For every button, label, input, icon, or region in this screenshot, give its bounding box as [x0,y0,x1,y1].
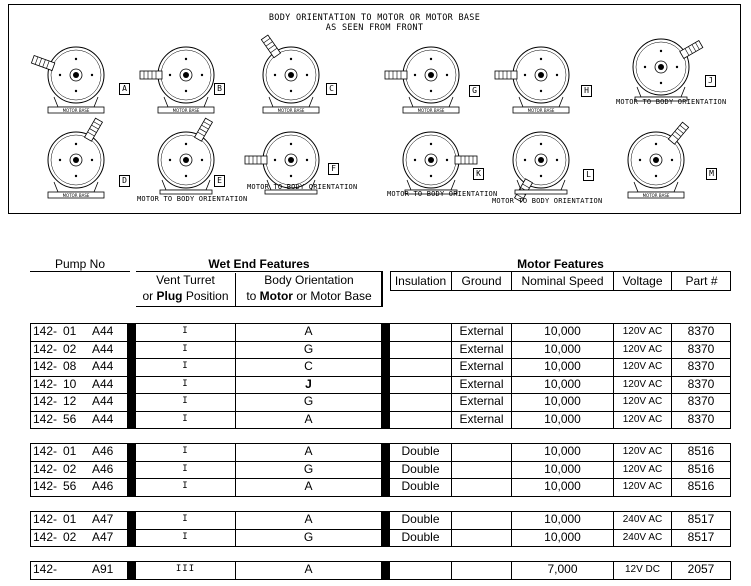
pump-drawing [249,35,349,125]
column-bar [381,561,390,579]
body-orientation: A [304,444,313,458]
ground: External [459,324,504,338]
header-wet-end: Wet End Features [208,257,310,271]
orientation-letter: L [583,169,594,181]
header-nominal-speed: Nominal Speed [521,274,604,288]
pump-orientation-k [387,120,498,230]
motor-base-label: MOTOR BASE [62,108,90,113]
header-underline [30,271,130,272]
nominal-speed: 10,000 [544,324,581,338]
vent-turret-position: III [175,564,196,574]
column-divider [730,443,731,496]
pump-number: 08 [63,359,77,373]
nominal-speed: 10,000 [544,411,581,426]
voltage: 120V AC [622,396,663,407]
pump-suffix: A44 [92,394,114,408]
vent-turret-position: I [182,531,189,542]
header-vent-turret-line2: or Plug Position [142,289,229,303]
diagram-title: BODY ORIENTATION TO MOTOR OR MOTOR BASE AS SEEN FROM FRONT [268,13,481,33]
nominal-speed: 10,000 [544,394,581,408]
vent-turret-position: I [182,396,189,406]
header-divider [511,271,512,291]
pump-prefix: 142- [33,562,58,576]
header-underline [390,271,731,272]
motor-base-label: MOTOR BASE [172,108,200,113]
nominal-speed: 10,000 [544,461,581,476]
voltage: 120V AC [622,326,663,337]
ground: External [459,411,504,426]
body-orientation: G [303,461,314,476]
header-underline [136,271,382,272]
body-orientation: A [304,324,313,338]
header-motor-features: Motor Features [517,257,604,271]
vent-turret-position: I [182,463,189,474]
part-number: 8517 [687,512,715,526]
insulation [390,411,451,428]
header-divider [613,271,614,291]
pump-prefix: 142- [33,411,58,426]
vent-turret-position: I [182,378,189,389]
insulation [390,341,451,358]
column-bar [127,443,136,496]
pump-number: 56 [63,479,77,493]
body-orientation: J [305,376,312,391]
pump-prefix: 142- [33,324,58,338]
pump-orientation-e [137,120,248,230]
voltage: 120V AC [622,343,663,355]
part-number: 8370 [687,376,715,391]
vent-turret-position: I [182,361,189,371]
nominal-speed: 7,000 [547,562,578,576]
ground [452,529,511,546]
voltage: 120V AC [622,463,663,475]
group-border [30,496,731,497]
insulation: Double [401,461,440,476]
motor-base-label: MOTOR BASE [417,108,445,113]
orientation-letter: J [705,75,716,87]
voltage: 120V AC [622,378,663,390]
pump-suffix: A46 [92,479,114,493]
pump-prefix: 142- [33,444,58,458]
orientation-diagram-panel [8,4,741,214]
orientation-letter: G [469,85,480,97]
ground: External [459,359,504,373]
pump-suffix: A46 [92,444,114,458]
pump-suffix: A47 [92,512,114,526]
pump-prefix: 142- [33,461,58,476]
pump-number: 12 [63,394,77,408]
pump-prefix: 142- [33,341,58,356]
header-divider [451,271,452,291]
pump-orientation-m [614,120,714,230]
insulation: Double [401,444,440,458]
pump-suffix: A46 [92,461,114,476]
motor-base-label: MOTOR BASE [642,193,670,198]
pump-drawing [34,120,134,210]
vent-turret-position: I [182,446,189,456]
orientation-letter: B [214,83,225,95]
motor-base-label: MOTOR BASE [277,108,305,113]
pump-suffix: A44 [92,376,114,391]
body-orientation: G [303,394,314,408]
ground [452,561,511,578]
voltage: 120V AC [622,481,663,492]
part-number: 8516 [687,479,715,493]
pump-prefix: 142- [33,394,58,408]
pump-number: 01 [63,444,77,458]
voltage: 120V AC [622,361,663,372]
voltage: 12V DC [624,564,660,575]
pump-drawing [144,35,244,125]
orientation-letter: H [581,85,592,97]
nominal-speed: 10,000 [544,341,581,356]
header-pump-no: Pump No [54,257,106,271]
insulation: Double [401,529,440,544]
orientation-letter: D [119,175,130,187]
voltage: 240V AC [622,531,663,543]
pump-orientation-f [247,120,358,230]
insulation [390,376,451,393]
vent-turret-position: I [182,514,189,524]
orientation-caption: MOTOR TO BODY ORIENTATION [387,190,498,198]
orientation-letter: F [328,163,339,175]
part-number: 8370 [687,324,715,338]
orientation-caption: MOTOR TO BODY ORIENTATION [247,183,358,191]
insulation: Double [401,479,440,493]
orientation-letter: E [214,175,225,187]
header-vent-turret: Vent Turret [156,273,215,287]
part-number: 8370 [687,411,715,426]
pump-number: 02 [63,341,77,356]
orientation-letter: K [473,168,484,180]
pump-number: 02 [63,461,77,476]
pump-suffix: A44 [92,341,114,356]
vent-turret-position: I [182,343,189,354]
ground: External [459,394,504,408]
ground: External [459,341,504,356]
pump-drawing [614,120,714,210]
pump-drawing [34,35,134,125]
vent-turret-position: I [182,326,189,336]
body-orientation: A [304,562,313,576]
ground [452,478,511,495]
nominal-speed: 10,000 [544,444,581,458]
header-ground: Ground [461,274,502,288]
body-orientation: C [304,359,313,373]
insulation [390,393,451,410]
orientation-letter: C [326,83,337,95]
vent-turret-position: I [182,413,189,424]
column-divider [30,443,31,496]
pump-orientation-d [34,120,134,230]
header-underline [390,290,731,291]
body-orientation: G [303,529,314,544]
insulation [390,561,451,578]
orientation-caption: MOTOR TO BODY ORIENTATION [137,195,248,203]
orientation-letter: A [119,83,130,95]
pump-number: 01 [63,324,77,338]
part-number: 8370 [687,394,715,408]
pump-number [63,561,83,578]
part-number: 2057 [687,562,715,576]
part-number: 8370 [687,359,715,373]
pump-prefix: 142- [33,359,58,373]
nominal-speed: 10,000 [544,376,581,391]
pump-suffix: A44 [92,359,114,373]
pump-prefix: 142- [33,376,58,391]
body-orientation: A [304,411,313,426]
insulation [390,323,451,340]
orientation-caption: MOTOR TO BODY ORIENTATION [616,98,727,106]
nominal-speed: 10,000 [544,529,581,544]
part-number: 8370 [687,341,715,356]
group-border [30,546,731,547]
ground [452,511,511,528]
nominal-speed: 10,000 [544,479,581,493]
nominal-speed: 10,000 [544,512,581,526]
column-bar [127,561,136,579]
body-orientation: G [303,341,314,356]
header-insulation: Insulation [394,274,447,288]
ground [452,443,511,460]
column-bar [381,443,390,496]
header-body-orientation: Body Orientation [264,273,354,287]
pump-prefix: 142- [33,479,58,493]
ground [452,461,511,478]
pump-prefix: 142- [33,529,58,544]
pump-number: 02 [63,529,77,544]
pump-number: 10 [63,376,77,391]
insulation [390,358,451,375]
pump-drawing [499,35,599,125]
group-border [30,428,731,429]
pump-suffix: A47 [92,529,114,544]
pump-orientation-l [492,120,603,230]
header-divider [381,271,383,307]
pump-suffix: A44 [92,411,114,426]
pump-suffix: A44 [92,324,114,338]
voltage: 120V AC [622,413,663,425]
pump-number: 56 [63,411,77,426]
part-number: 8517 [687,529,715,544]
orientation-caption: MOTOR TO BODY ORIENTATION [492,197,603,205]
header-body-orientation-line2: to Motor or Motor Base [246,289,372,303]
body-orientation: A [304,479,313,493]
pump-drawing [389,35,489,125]
header-divider [671,271,672,291]
header-divider [730,271,731,291]
header-voltage: Voltage [622,274,663,288]
column-divider [30,561,31,579]
orientation-letter: M [706,168,717,180]
motor-base-label: MOTOR BASE [62,193,90,198]
voltage: 120V AC [622,446,663,457]
body-orientation: A [304,512,313,526]
part-number: 8516 [687,461,715,476]
nominal-speed: 10,000 [544,359,581,373]
vent-turret-position: I [182,481,189,491]
part-number: 8516 [687,444,715,458]
pump-suffix: A91 [92,562,114,576]
header-underline [136,306,382,307]
motor-base-label: MOTOR BASE [527,108,555,113]
header-part: Part # [685,274,718,288]
voltage: 240V AC [622,514,663,525]
group-border [30,579,731,580]
column-divider [730,561,731,579]
header-divider [390,271,391,291]
insulation: Double [401,512,440,526]
pump-number: 01 [63,512,77,526]
ground: External [459,376,504,391]
pump-prefix: 142- [33,512,58,526]
